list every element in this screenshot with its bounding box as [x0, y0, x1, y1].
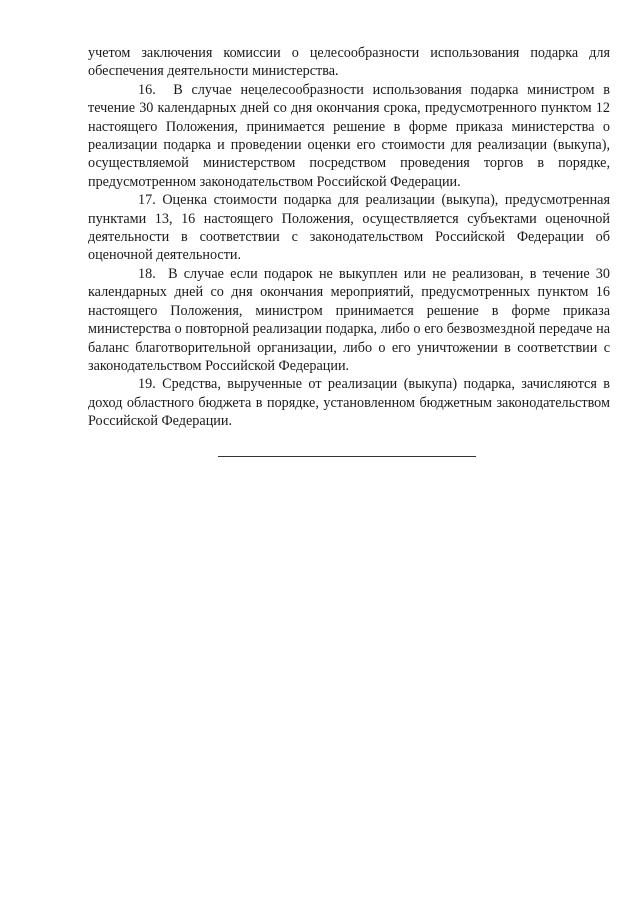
paragraph-16: 16. В случае нецелесообразности использования подарка министром в течение 30 календарных дней со дня окончания срока, предусмотренного пунктом 12 настоящего Положения, принимается решение в форме приказа министерства о реализации подарка и проведении оценки его стоимости для реализации (выкупа), осуществляемой министерством посредством проведения торгов в порядке, предусмотренном законодательством Российской Федерации. — [88, 81, 610, 190]
end-of-document-rule — [218, 456, 476, 457]
paragraph-15-continuation: учетом заключения комиссии о целесообразности использования подарка для обеспечения деятельности министерства. — [88, 45, 610, 80]
paragraph-19: 19. Средства, вырученные от реализации (выкупа) подарка, зачисляются в доход областного бюджета в порядке, установленном бюджетным законодательством Российской Федерации. — [88, 376, 610, 430]
paragraph-17: 17. Оценка стоимости подарка для реализации (выкупа), предусмотренная пунктами 13, 16 настоящего Положения, осуществляется субъектами оценочной деятельности в соответствии с законодательством Российской Федерации об оценочной деятельности. — [88, 192, 610, 264]
paragraph-18: 18. В случае если подарок не выкуплен или не реализован, в течение 30 календарных дней со дня окончания мероприятий, предусмотренных пунктом 16 настоящего Положения, министром принимается решение в форме приказа министерства о повторной реализации подарка, либо о его безвозмездной передаче на баланс благотворительной организации, либо о его уничтожении в соответствии с законодательством Российской Федерации. — [88, 265, 610, 374]
document-body — [88, 44, 610, 431]
